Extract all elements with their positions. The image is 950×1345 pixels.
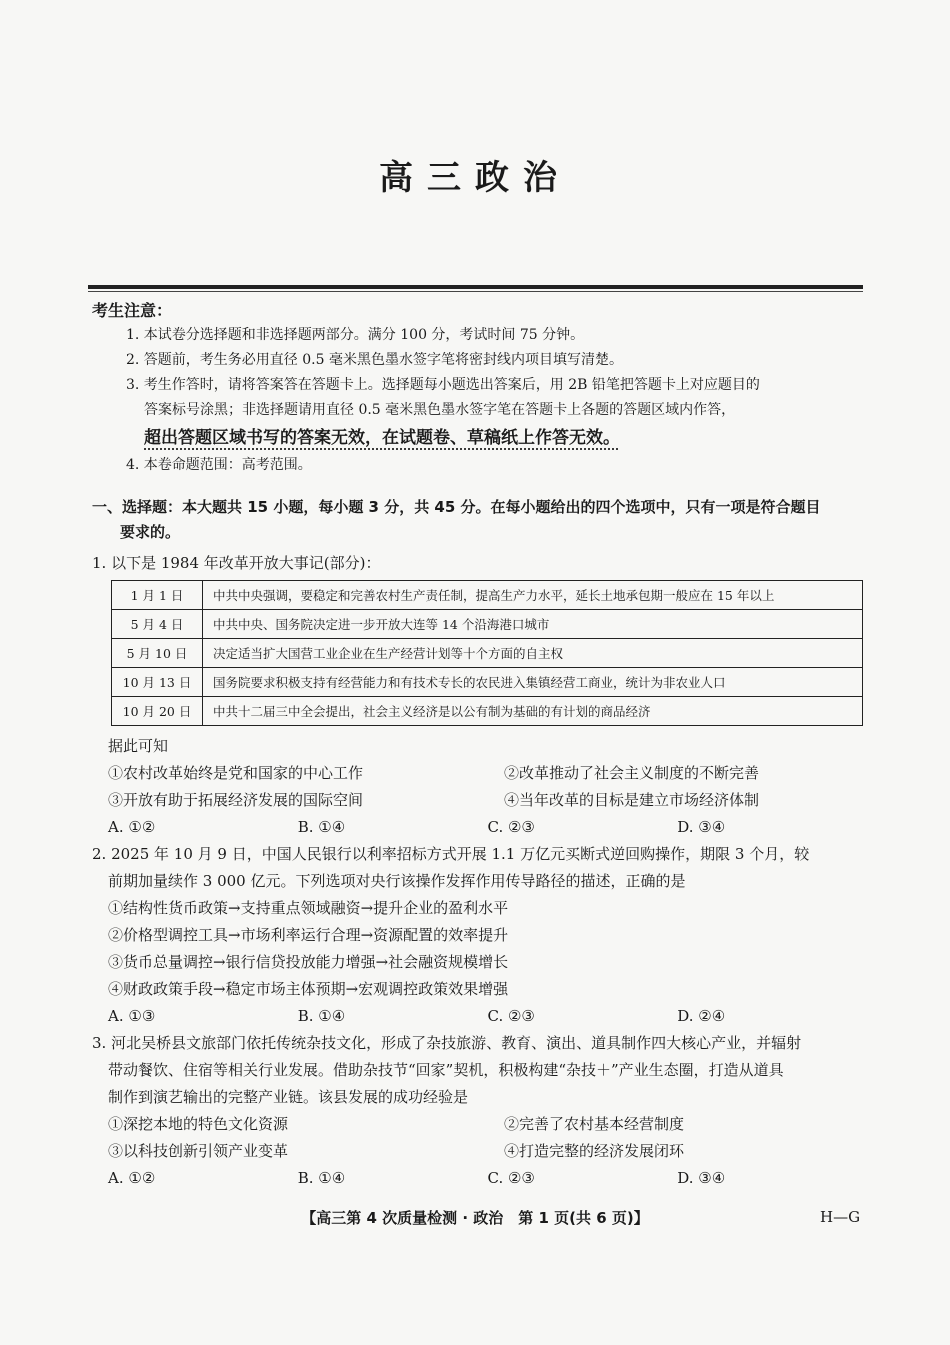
answer-d: D. ③④ <box>677 1169 726 1187</box>
table-row <box>112 581 863 610</box>
option-3: ③开放有助于拓展经济发展的国际空间 <box>108 791 364 809</box>
option-row <box>92 787 867 814</box>
notice-item-3: 3. 考生作答时，请将答案答在答题卡上。选择题每小题选出答案后，用 2B 铅笔把答题卡上对应题目的 <box>126 377 760 393</box>
page-title: 高三政治 <box>379 158 571 198</box>
answer-a: A. ①③ <box>108 1007 156 1025</box>
question-3 <box>92 1030 867 1192</box>
question-2-stem-cont: 前期加量续作 3 000 亿元。下列选项对央行该操作发挥作用传导路径的描述，正确的是 <box>108 872 686 890</box>
question-3-stem-cont-2: 制作到演艺输出的完整产业链。该县发展的成功经验是 <box>108 1088 469 1106</box>
answer-c: C. ②③ <box>487 1007 535 1025</box>
table-cell-date: 1 月 1 日 <box>112 581 203 610</box>
table-row <box>112 668 863 697</box>
events-table <box>111 580 863 726</box>
notice-block <box>92 298 867 478</box>
section-heading <box>92 495 867 545</box>
question-1-stem: 1. 以下是 1984 年改革开放大事记(部分)： <box>92 554 381 572</box>
question-2 <box>92 841 867 1030</box>
answer-a: A. ①② <box>108 818 156 836</box>
table-cell-event: 中共中央强调，要稳定和完善农村生产责任制，提高生产力水平，延长土地承包期一般应在 15 年以上 <box>203 581 863 610</box>
option-2: ②价格型调控工具→市场利率运行合理→资源配置的效率提升 <box>108 926 509 944</box>
table-row <box>112 610 863 639</box>
question-3-stem-cont: 带动餐饮、住宿等相关行业发展。借助杂技节“回家”契机，积极构建“杂技＋”产业生态圈，打造从道具 <box>108 1061 784 1079</box>
option-row <box>92 1138 867 1165</box>
answer-b: B. ①④ <box>297 1169 346 1187</box>
answer-b: B. ①④ <box>297 818 346 836</box>
header-rule <box>88 285 863 289</box>
table-cell-event: 中共中央、国务院决定进一步开放大连等 14 个沿海港口城市 <box>203 610 863 639</box>
answer-c: C. ②③ <box>487 1169 535 1187</box>
option-4: ④当年改革的目标是建立市场经济体制 <box>504 791 760 809</box>
option-row <box>92 1111 867 1138</box>
page-footer: 【高三第 4 次质量检测 · 政治 第 1 页(共 6 页)】 <box>301 1209 649 1227</box>
paper-code: H—G <box>820 1208 861 1226</box>
question-3-stem: 3. 河北吴桥县文旅部门依托传统杂技文化，形成了杂技旅游、教育、演出、道具制作四大核心产业，并辐射 <box>92 1034 802 1052</box>
notice-item-4: 4. 本卷命题范围：高考范围。 <box>126 457 312 473</box>
header-rule-thin <box>88 291 863 292</box>
notice-item-1: 1. 本试卷分选择题和非选择题两部分。满分 100 分，考试时间 75 分钟。 <box>126 327 585 343</box>
option-3: ③货币总量调控→银行信贷投放能力增强→社会融资规模增长 <box>108 953 509 971</box>
question-2-stem: 2. 2025 年 10 月 9 日，中国人民银行以利率招标方式开展 1.1 万亿元买断式逆回购操作，期限 3 个月，较 <box>92 845 810 863</box>
table-cell-date: 5 月 10 日 <box>112 639 203 668</box>
section-line-1: 一、选择题：本大题共 15 小题，每小题 3 分，共 45 分。在每小题给出的四个选项中，只有一项是符合题目 <box>92 498 821 516</box>
table-cell-event: 决定适当扩大国营工业企业在生产经营计划等十个方面的自主权 <box>203 639 863 668</box>
option-1: ①结构性货币政策→支持重点领域融资→提升企业的盈利水平 <box>108 899 509 917</box>
table-cell-event: 国务院要求积极支持有经营能力和有技术专长的农民进入集镇经营工商业，统计为非农业人口 <box>203 668 863 697</box>
answer-c: C. ②③ <box>487 818 535 836</box>
option-1: ①农村改革始终是党和国家的中心工作 <box>108 764 364 782</box>
notice-heading: 考生注意： <box>92 301 173 320</box>
answer-d: D. ②④ <box>677 1007 726 1025</box>
answer-row <box>92 814 867 841</box>
option-row <box>92 760 867 787</box>
table-row <box>112 639 863 668</box>
section-line-2: 要求的。 <box>120 523 181 541</box>
table-cell-date: 5 月 4 日 <box>112 610 203 639</box>
notice-item-2: 2. 答题前，考生务必用直径 0.5 毫米黑色墨水签字笔将密封线内项目填写清楚。 <box>126 352 623 368</box>
table-row <box>112 697 863 726</box>
answer-a: A. ①② <box>108 1169 156 1187</box>
question-1-options <box>92 733 867 841</box>
table-cell-event: 中共十二届三中全会提出，社会主义经济是以公有制为基础的有计划的商品经济 <box>203 697 863 726</box>
notice-item-3-emphasis: 超出答题区域书写的答案无效，在试题卷、草稿纸上作答无效。 <box>144 428 620 448</box>
option-2: ②完善了农村基本经营制度 <box>504 1115 685 1133</box>
question-1-lead: 据此可知 <box>108 737 169 755</box>
option-4: ④财政政策手段→稳定市场主体预期→宏观调控政策效果增强 <box>108 980 509 998</box>
answer-row <box>92 1165 867 1192</box>
option-4: ④打造完整的经济发展闭环 <box>504 1142 685 1160</box>
notice-item-3-cont: 答案标号涂黑；非选择题请用直径 0.5 毫米黑色墨水签字笔在答题卡上各题的答题区域内作答， <box>144 402 736 418</box>
table-cell-date: 10 月 20 日 <box>112 697 203 726</box>
option-2: ②改革推动了社会主义制度的不断完善 <box>504 764 760 782</box>
answer-b: B. ①④ <box>297 1007 346 1025</box>
table-cell-date: 10 月 13 日 <box>112 668 203 697</box>
answer-d: D. ③④ <box>677 818 726 836</box>
option-3: ③以科技创新引领产业变革 <box>108 1142 289 1160</box>
option-1: ①深挖本地的特色文化资源 <box>108 1115 289 1133</box>
answer-row <box>92 1003 867 1030</box>
